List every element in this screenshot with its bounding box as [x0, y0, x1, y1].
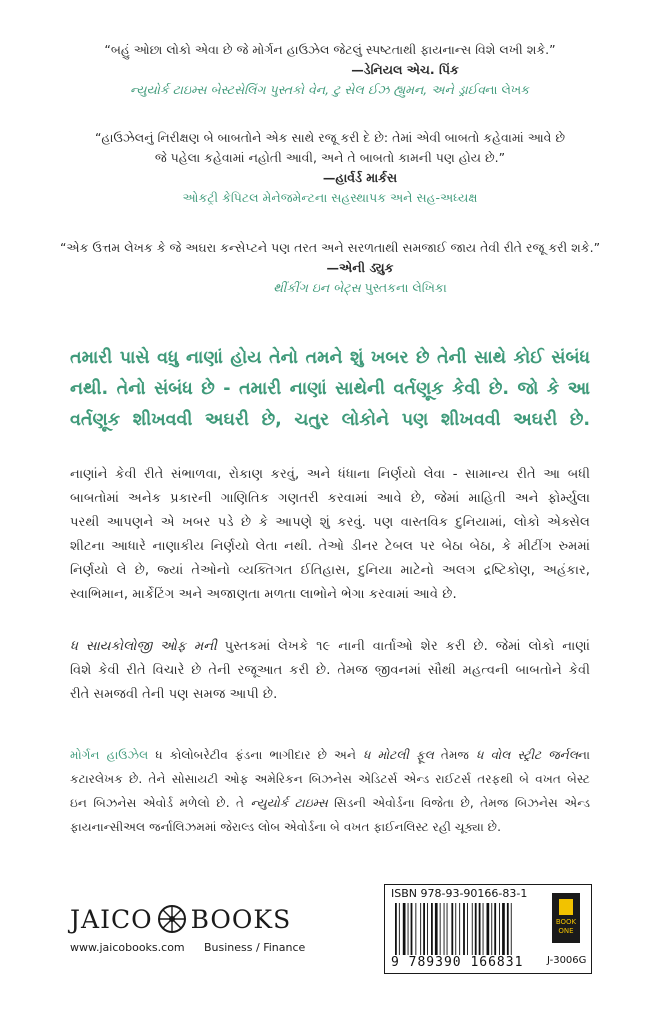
- blurb-source: ન્યુયોર્ક ટાઇમ્સ બેસ્ટસેલિંગ પુસ્તકો વેન, ટુ સેલ ઈઝ હ્યુમન, અને ડ્રાઈવના લેખક: [129, 82, 530, 97]
- blurb-author: —હાર્વર્ડ માર્કસ: [322, 170, 398, 185]
- paragraph-line: રીતે સમજવી તેની પણ સમજ આપી છે.: [70, 687, 278, 702]
- publisher-name-right: BOOKS: [190, 904, 292, 934]
- paragraph-line: નાણાંને કેવી રીતે સંભાળવા, રોકાણ કરવું, અને ધંધાના નિર્ણયો લેવા - સામાન્ય રીતે આ બધી: [70, 467, 590, 482]
- blurb-quote: “હાઉઝેલનું નિરીક્ષણ બે બાબતોને એક સાથે રજૂ કરી દે છે: તેમાં એવી બાબતો કહેવામાં આવે છે: [94, 130, 566, 145]
- paragraph-line: નિર્ણયો લે છે, જ્યાં તેઓનો વ્યક્તિગત ઈતિહાસ, દુનિયા માટેનો અલગ દ્રષ્ટિકોણ, અહંકાર,: [70, 563, 590, 578]
- description-paragraph: [70, 463, 590, 607]
- jaico-mini-logo: BOOK ONE: [552, 893, 580, 943]
- headline: તમારી પાસે વધુ નાણાં હોય તેનો તમને શું ખબર છે તેની સાથે કોઈ સંબંધ નથી. તેનો સંબંધ છે - તમારી નાણાં સાથેની વર્તણૂક કેવી છે. જો કે આ વર્તણૂક શીખવવી અઘરી છે, ચતુર લોકોને પણ શીખવવી અઘરી છે.: [70, 348, 590, 430]
- publisher-name-left: JAICO: [70, 904, 153, 934]
- book-title: ધ સાયકોલોજી ઓફ મની: [70, 639, 217, 654]
- publisher-url[interactable]: www.jaicobooks.com: [70, 941, 185, 954]
- paragraph-line: સ્વાભિમાન, માર્કેટિંગ અને અજાણતા મળતા લાભોને ભેગા કરવામાં આવે છે.: [70, 587, 457, 602]
- isbn-label: ISBN 978-93-90166-83-1: [391, 887, 528, 900]
- paragraph-line: કટારલેખક છે. તેને સોસાયટી ઓફ અમેરિકન બિઝનેસ એડિટર્સ એન્ડ રાઈટર્સ તરફથી બે વખત બેસ્ટ: [70, 772, 590, 786]
- paragraph-line: વિશે કેવી રીતે વિચારે છે તેની રજૂઆત કરી છે. તેમજ જીવનમાં સૌથી મહત્વની બાબતોને કેવી: [70, 663, 590, 678]
- book-category: Business / Finance: [204, 941, 306, 954]
- isbn-barcode-box: [384, 884, 592, 974]
- paragraph-line: ઇન બિઝનેસ એવોર્ડ મળેલો છે. તે ન્યુયોર્ક ટાઇમ્સ સિડની એવોર્ડના વિજેતા છે, તેમજ બિઝનેસ એન્ડ: [70, 796, 591, 810]
- blurb-quote: “એક ઉત્તમ લેખક કે જે અઘરા કન્સેપ્ટને પણ તરત અને સરળતાથી સમજાઈ જાય તેવી રીતે રજૂ કરી શકે.”: [59, 240, 601, 255]
- book-icon: [559, 899, 573, 915]
- author-name: મોર્ગન હાઉઝેલ: [70, 748, 149, 762]
- author-bio-paragraph: [70, 743, 590, 839]
- paragraph-line: ધ સાયકોલોજી ઓફ મની પુસ્તકમાં લેખકે ૧૯ નાની વાર્તાઓ શેર કરી છે. જેમાં લોકો નાણાં: [70, 639, 591, 654]
- blurb-author: —એની ડ્યુક: [326, 260, 394, 275]
- blurb-3: [0, 238, 660, 298]
- blurb-source: ઓકટ્રી કેપિટલ મેનેજમેન્ટના સહસ્થાપક અને સહ-અધ્યક્ષ: [182, 190, 478, 205]
- blurb-2: [0, 128, 660, 208]
- paragraph-line: શીટના આધારે નાણાકીય નિર્ણયો લેતા નથી. તેઓ ડીનર ટેબલ પર બેઠા બેઠા, કે મીટીંગ રુમમાં: [70, 539, 590, 554]
- paragraph-line: મોર્ગન હાઉઝેલ ધ કોલોબરેટીવ ફંડના ભાગીદાર છે અને ધ મોટલી ફૂલ તેમજ ધ વોલ સ્ટ્રીટ જર્નલના: [70, 748, 590, 762]
- blurb-source: થીંકીંગ ઇન બેટ્સ પુસ્તકના લેખિકા: [273, 280, 447, 295]
- blurb-1: [0, 40, 660, 100]
- paragraph-line: પરથી આપણને એ ખબર પડે છે કે આપણે શું કરવું. પણ વાસ્તવિક દુનિયામાં, લોકો એક્સેલ: [70, 515, 590, 530]
- book-summary-paragraph: [70, 635, 590, 707]
- product-code: J-3006G: [547, 955, 587, 966]
- paragraph-line: ફાયનાન્સીઅલ જર્નાલિઝમમાં જેરાલ્ડ લોબ એવોર્ડના બે વખત ફાઈનલિસ્ટ રહી ચૂક્યા છે.: [70, 820, 501, 834]
- wheel-icon: [157, 904, 187, 934]
- blurb-author: —ડેનિયલ એચ. પિંક: [351, 62, 459, 77]
- blurb-quote: જે પહેલા કહેવામાં નહોતી આવી, અને તે બાબતો કામની પણ હોય છે.”: [154, 150, 506, 165]
- barcode-graphic: [393, 903, 545, 955]
- blurb-quote: “બહું ઓછા લોકો એવા છે જે મોર્ગન હાઉઝેલ જેટલું સ્પષ્ટતાથી ફાયનાન્સ વિશે લખી શકે.”: [104, 42, 556, 57]
- publisher-logo: [70, 904, 291, 934]
- isbn-digits: 9 789390 166831: [391, 955, 524, 970]
- paragraph-line: બાબતોમાં અનેક પ્રકારની ગાણિતિક ગણતરી કરવામાં આવે છે, જેમાં માહિતી અને ફોર્મ્યુલા: [70, 491, 590, 506]
